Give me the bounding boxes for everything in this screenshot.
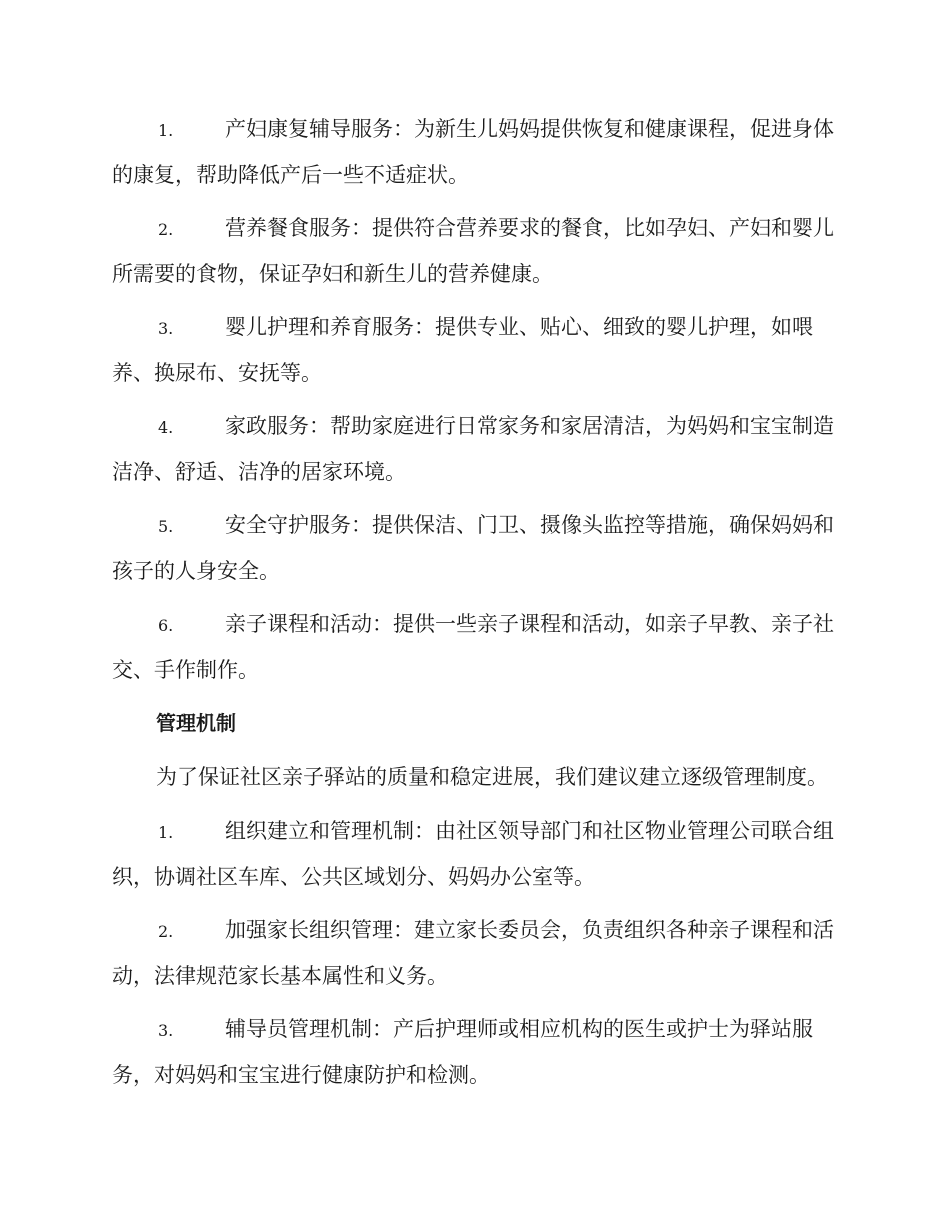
list-item bbox=[112, 305, 838, 395]
service-list bbox=[112, 107, 838, 692]
section-heading: 管理机制 bbox=[156, 711, 236, 735]
list-text: 家政服务：帮助家庭进行日常家务和家居清洁，为妈妈和宝宝制造洁净、舒适、洁净的居家环境。 bbox=[112, 414, 834, 484]
list-text: 营养餐食服务：提供符合营养要求的餐食，比如孕妇、产妇和婴儿所需要的食物，保证孕妇和新生儿的营养健康。 bbox=[112, 216, 834, 286]
list-number: 1. bbox=[158, 823, 174, 842]
list-text: 加强家长组织管理：建立家长委员会，负责组织各种亲子课程和活动，法律规范家长基本属性和义务。 bbox=[112, 918, 834, 988]
list-text: 辅导员管理机制：产后护理师或相应机构的医生或护士为驿站服务，对妈妈和宝宝进行健康防护和检测。 bbox=[112, 1017, 813, 1087]
list-item bbox=[112, 206, 838, 296]
list-item bbox=[112, 809, 838, 899]
list-item bbox=[112, 404, 838, 494]
list-item bbox=[112, 908, 838, 998]
list-item bbox=[112, 503, 838, 593]
list-text: 产妇康复辅导服务：为新生儿妈妈提供恢复和健康课程，促进身体的康复，帮助降低产后一些不适症状。 bbox=[112, 117, 834, 187]
list-number: 6. bbox=[158, 616, 174, 635]
list-number: 2. bbox=[158, 922, 174, 941]
list-number: 1. bbox=[158, 121, 174, 140]
management-list bbox=[112, 809, 838, 1097]
list-number: 3. bbox=[158, 319, 174, 338]
intro-paragraph: 为了保证社区亲子驿站的质量和稳定进展，我们建议建立逐级管理制度。 bbox=[156, 765, 828, 789]
list-number: 4. bbox=[158, 418, 174, 437]
list-number: 2. bbox=[158, 220, 174, 239]
list-item bbox=[112, 602, 838, 692]
list-text: 安全守护服务：提供保洁、门卫、摄像头监控等措施，确保妈妈和孩子的人身安全。 bbox=[112, 513, 834, 583]
list-text: 婴儿护理和养育服务：提供专业、贴心、细致的婴儿护理，如喂养、换尿布、安抚等。 bbox=[112, 315, 813, 385]
list-text: 亲子课程和活动：提供一些亲子课程和活动，如亲子早教、亲子社交、手作制作。 bbox=[112, 612, 834, 682]
list-text: 组织建立和管理机制：由社区领导部门和社区物业管理公司联合组织，协调社区车库、公共区域划分、妈妈办公室等。 bbox=[112, 819, 834, 889]
list-item bbox=[112, 1007, 838, 1097]
list-item bbox=[112, 107, 838, 197]
list-number: 5. bbox=[158, 517, 174, 536]
list-number: 3. bbox=[158, 1021, 174, 1040]
